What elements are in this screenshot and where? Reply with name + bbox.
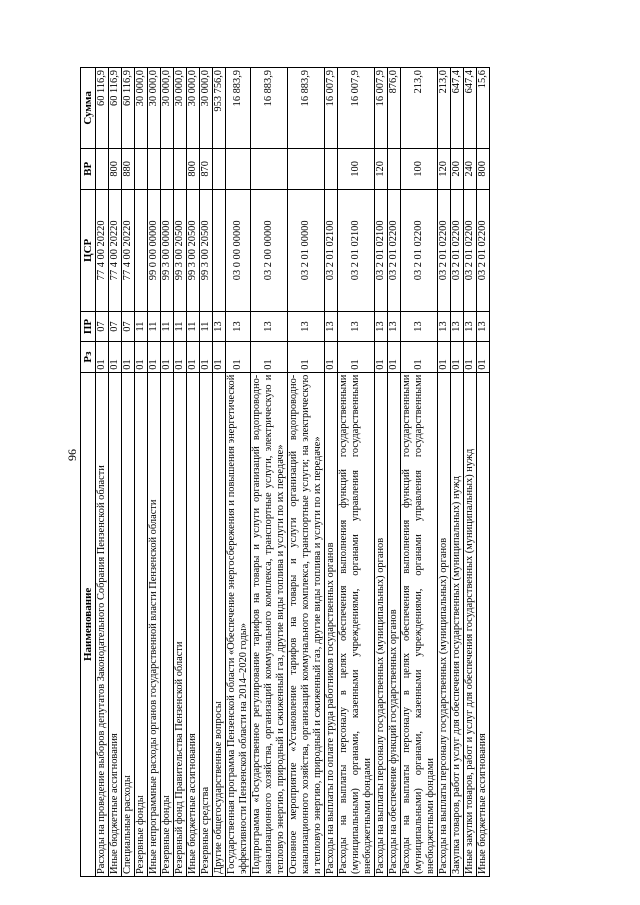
row-pr-cell: 11 bbox=[135, 311, 148, 341]
row-name-cell: Расходы на выплаты персоналу государственных (муниципальных) органов bbox=[438, 372, 451, 876]
row-sum-cell: 60 116,9 bbox=[109, 68, 122, 149]
row-rz-cell: 01 bbox=[464, 342, 477, 372]
row-csr-cell: 03 2 01 02200 bbox=[464, 189, 477, 311]
row-sum-cell: 647,4 bbox=[451, 68, 464, 149]
row-sum-cell: 30 000,0 bbox=[161, 68, 174, 149]
table-row bbox=[226, 68, 251, 877]
header-pr: ПР bbox=[81, 311, 96, 341]
row-csr-cell: 03 2 01 02200 bbox=[438, 189, 451, 311]
row-sum-cell: 16 007,9 bbox=[338, 68, 375, 149]
row-rz-cell: 01 bbox=[109, 342, 122, 372]
table-row bbox=[375, 68, 388, 877]
row-name-cell: Государственная программа Пензенской области «Обеспечение энергосбережения и повышения энергетической эффективности Пензенской области на 2014–2020 годы» bbox=[226, 372, 251, 876]
row-sum-cell: 16 007,9 bbox=[375, 68, 388, 149]
row-csr-cell: 03 2 01 02100 bbox=[325, 189, 338, 311]
row-vr-cell: 120 bbox=[438, 148, 451, 189]
table-row bbox=[109, 68, 122, 877]
row-vr-cell bbox=[288, 148, 325, 189]
row-rz-cell: 01 bbox=[187, 342, 200, 372]
row-pr-cell: 13 bbox=[438, 311, 451, 341]
row-pr-cell: 13 bbox=[251, 311, 288, 341]
row-csr-cell: 03 2 01 02100 bbox=[338, 189, 375, 311]
row-rz-cell: 01 bbox=[96, 342, 109, 372]
row-vr-cell bbox=[213, 148, 226, 189]
row-rz-cell: 01 bbox=[213, 342, 226, 372]
row-csr-cell: 03 2 01 02200 bbox=[451, 189, 464, 311]
row-name-cell: Резервный фонд Правительства Пензенской области bbox=[174, 372, 187, 876]
row-pr-cell: 13 bbox=[464, 311, 477, 341]
row-vr-cell bbox=[325, 148, 338, 189]
row-pr-cell: 11 bbox=[148, 311, 161, 341]
table-row bbox=[388, 68, 401, 877]
row-pr-cell: 07 bbox=[96, 311, 109, 341]
row-rz-cell: 01 bbox=[288, 342, 325, 372]
row-pr-cell: 13 bbox=[477, 311, 490, 341]
table-body bbox=[96, 68, 490, 877]
row-csr-cell: 03 0 00 00000 bbox=[226, 189, 251, 311]
row-name-cell: Иные бюджетные ассигнования bbox=[109, 372, 122, 876]
row-csr-cell: 99 3 00 20500 bbox=[174, 189, 187, 311]
row-name-cell: Резервные фонды bbox=[135, 372, 148, 876]
table-row bbox=[96, 68, 109, 877]
header-csr: ЦСР bbox=[81, 189, 96, 311]
header-sum: Сумма bbox=[81, 68, 96, 149]
row-rz-cell: 01 bbox=[148, 342, 161, 372]
row-csr-cell bbox=[135, 189, 148, 311]
row-name-cell: Расходы на выплаты персоналу в целях обеспечения выполнения функций государственными (муниципальными) органами, казенными учреждениями, органами управления государственными внебюджетными фондами bbox=[338, 372, 375, 876]
table-row bbox=[401, 68, 438, 877]
row-vr-cell: 100 bbox=[401, 148, 438, 189]
row-rz-cell: 01 bbox=[135, 342, 148, 372]
row-name-cell: Иные бюджетные ассигнования bbox=[187, 372, 200, 876]
table-row bbox=[251, 68, 288, 877]
row-csr-cell: 99 3 00 20500 bbox=[200, 189, 213, 311]
row-sum-cell: 213,0 bbox=[438, 68, 451, 149]
row-pr-cell: 13 bbox=[213, 311, 226, 341]
row-csr-cell bbox=[213, 189, 226, 311]
row-rz-cell: 01 bbox=[477, 342, 490, 372]
row-sum-cell: 30 000,0 bbox=[174, 68, 187, 149]
table-row bbox=[288, 68, 325, 877]
row-sum-cell: 15,6 bbox=[477, 68, 490, 149]
header-rz: Рз bbox=[81, 342, 96, 372]
row-name-cell: Резервные фонды bbox=[161, 372, 174, 876]
row-sum-cell: 30 000,0 bbox=[187, 68, 200, 149]
row-pr-cell: 13 bbox=[226, 311, 251, 341]
row-vr-cell bbox=[388, 148, 401, 189]
row-sum-cell: 213,0 bbox=[401, 68, 438, 149]
row-rz-cell: 01 bbox=[388, 342, 401, 372]
row-pr-cell: 07 bbox=[109, 311, 122, 341]
row-name-cell: Резервные средства bbox=[200, 372, 213, 876]
row-vr-cell: 870 bbox=[200, 148, 213, 189]
row-name-cell: Специальные расходы bbox=[122, 372, 135, 876]
rotated-table-container bbox=[80, 67, 591, 877]
row-rz-cell: 01 bbox=[338, 342, 375, 372]
row-rz-cell: 01 bbox=[200, 342, 213, 372]
row-sum-cell: 876,0 bbox=[388, 68, 401, 149]
row-vr-cell: 800 bbox=[477, 148, 490, 189]
row-rz-cell: 01 bbox=[174, 342, 187, 372]
row-name-cell: Расходы на проведение выборов депутатов Законодательного Собрания Пензенской области bbox=[96, 372, 109, 876]
row-pr-cell: 13 bbox=[451, 311, 464, 341]
row-name-cell: Иные закупки товаров, работ и услуг для обеспечения государственных (муниципальных) нужд bbox=[464, 372, 477, 876]
row-csr-cell: 99 3 00 00000 bbox=[161, 189, 174, 311]
row-pr-cell: 13 bbox=[388, 311, 401, 341]
row-vr-cell bbox=[251, 148, 288, 189]
row-rz-cell: 01 bbox=[161, 342, 174, 372]
row-csr-cell: 03 2 00 00000 bbox=[251, 189, 288, 311]
row-name-cell: Расходы на выплаты персоналу в целях обеспечения выполнения функций государственными (муниципальными) органами, казенными учреждениями, органами управления государственными внебюджетными фондами bbox=[401, 372, 438, 876]
table-header-row bbox=[81, 68, 96, 877]
row-vr-cell bbox=[96, 148, 109, 189]
row-rz-cell: 01 bbox=[122, 342, 135, 372]
row-vr-cell: 200 bbox=[451, 148, 464, 189]
row-rz-cell: 01 bbox=[438, 342, 451, 372]
row-vr-cell: 880 bbox=[122, 148, 135, 189]
row-csr-cell: 99 3 00 20500 bbox=[187, 189, 200, 311]
row-name-cell: Расходы на выплаты персоналу государственных (муниципальных) органов bbox=[375, 372, 388, 876]
table-row bbox=[451, 68, 464, 877]
row-pr-cell: 13 bbox=[288, 311, 325, 341]
row-sum-cell: 953 756,0 bbox=[213, 68, 226, 149]
row-name-cell: Иные бюджетные ассигнования bbox=[477, 372, 490, 876]
table-row bbox=[135, 68, 148, 877]
header-vr: ВР bbox=[81, 148, 96, 189]
table-row bbox=[464, 68, 477, 877]
row-csr-cell: 99 0 00 00000 bbox=[148, 189, 161, 311]
table-row bbox=[200, 68, 213, 877]
row-csr-cell: 03 2 01 02200 bbox=[401, 189, 438, 311]
row-vr-cell bbox=[148, 148, 161, 189]
row-pr-cell: 13 bbox=[375, 311, 388, 341]
row-vr-cell bbox=[174, 148, 187, 189]
rotated-page-content bbox=[80, 67, 591, 877]
row-pr-cell: 11 bbox=[200, 311, 213, 341]
row-pr-cell: 13 bbox=[325, 311, 338, 341]
row-name-cell: Подпрограмма «Государственное регулирование тарифов на товары и услуги организаций водопроводно-канализационного хозяйства, организаций коммунального комплекса, транспортные услуги, электрическую и тепловую энергию, природный и сжиженный газ, другие виды топлива и услуги по их передаче» bbox=[251, 372, 288, 876]
row-csr-cell: 03 2 01 02200 bbox=[477, 189, 490, 311]
row-name-cell: Расходы на выплаты по оплате труда работников государственных органов bbox=[325, 372, 338, 876]
page-number: 96 bbox=[65, 449, 79, 461]
row-csr-cell: 77 4 00 20220 bbox=[96, 189, 109, 311]
row-sum-cell: 16 883,9 bbox=[288, 68, 325, 149]
table-row bbox=[148, 68, 161, 877]
table-row bbox=[213, 68, 226, 877]
row-csr-cell: 77 4 00 20220 bbox=[109, 189, 122, 311]
row-name-cell: Иные непрограммные расходы органов государственной власти Пензенской области bbox=[148, 372, 161, 876]
row-sum-cell: 30 000,0 bbox=[200, 68, 213, 149]
row-rz-cell: 01 bbox=[226, 342, 251, 372]
row-rz-cell: 01 bbox=[251, 342, 288, 372]
row-rz-cell: 01 bbox=[325, 342, 338, 372]
row-csr-cell: 03 2 01 02100 bbox=[375, 189, 388, 311]
row-sum-cell: 16 883,9 bbox=[226, 68, 251, 149]
row-rz-cell: 01 bbox=[375, 342, 388, 372]
row-vr-cell: 240 bbox=[464, 148, 477, 189]
row-sum-cell: 30 000,0 bbox=[135, 68, 148, 149]
table-row bbox=[325, 68, 338, 877]
row-sum-cell: 60 116,9 bbox=[96, 68, 109, 149]
row-sum-cell: 16 007,9 bbox=[325, 68, 338, 149]
row-vr-cell: 100 bbox=[338, 148, 375, 189]
row-name-cell: Основное мероприятие «Установление тарифов на товары и услуги организаций водопроводно-канализационного хозяйства, организаций коммунального комплекса, транспортные услуги; на электрическую и тепловую энергию, природный и сжиженный газ, другие виды топлива и услуги по их передаче» bbox=[288, 372, 325, 876]
row-pr-cell: 11 bbox=[187, 311, 200, 341]
row-name-cell: Расходы на обеспечение функций государственных органов bbox=[388, 372, 401, 876]
row-vr-cell: 800 bbox=[187, 148, 200, 189]
row-sum-cell: 16 883,9 bbox=[251, 68, 288, 149]
row-pr-cell: 13 bbox=[401, 311, 438, 341]
row-vr-cell: 800 bbox=[109, 148, 122, 189]
row-csr-cell: 03 2 01 02200 bbox=[388, 189, 401, 311]
row-pr-cell: 11 bbox=[174, 311, 187, 341]
row-pr-cell: 07 bbox=[122, 311, 135, 341]
row-rz-cell: 01 bbox=[401, 342, 438, 372]
row-vr-cell bbox=[161, 148, 174, 189]
row-vr-cell bbox=[135, 148, 148, 189]
row-csr-cell: 03 2 01 00000 bbox=[288, 189, 325, 311]
row-pr-cell: 11 bbox=[161, 311, 174, 341]
row-csr-cell: 77 4 00 20220 bbox=[122, 189, 135, 311]
table-row bbox=[161, 68, 174, 877]
table-row bbox=[122, 68, 135, 877]
row-rz-cell: 01 bbox=[451, 342, 464, 372]
row-vr-cell bbox=[226, 148, 251, 189]
table-row bbox=[187, 68, 200, 877]
table-row bbox=[477, 68, 490, 877]
table-row bbox=[338, 68, 375, 877]
row-name-cell: Другие общегосударственные вопросы bbox=[213, 372, 226, 876]
budget-table bbox=[80, 67, 490, 877]
row-sum-cell: 60 116,9 bbox=[122, 68, 135, 149]
table-row bbox=[174, 68, 187, 877]
table-row bbox=[438, 68, 451, 877]
row-vr-cell: 120 bbox=[375, 148, 388, 189]
row-sum-cell: 30 000,0 bbox=[148, 68, 161, 149]
header-name: Наименование bbox=[81, 372, 96, 876]
row-sum-cell: 647,4 bbox=[464, 68, 477, 149]
row-name-cell: Закупка товаров, работ и услуг для обеспечения государственных (муниципальных) нужд bbox=[451, 372, 464, 876]
row-pr-cell: 13 bbox=[338, 311, 375, 341]
